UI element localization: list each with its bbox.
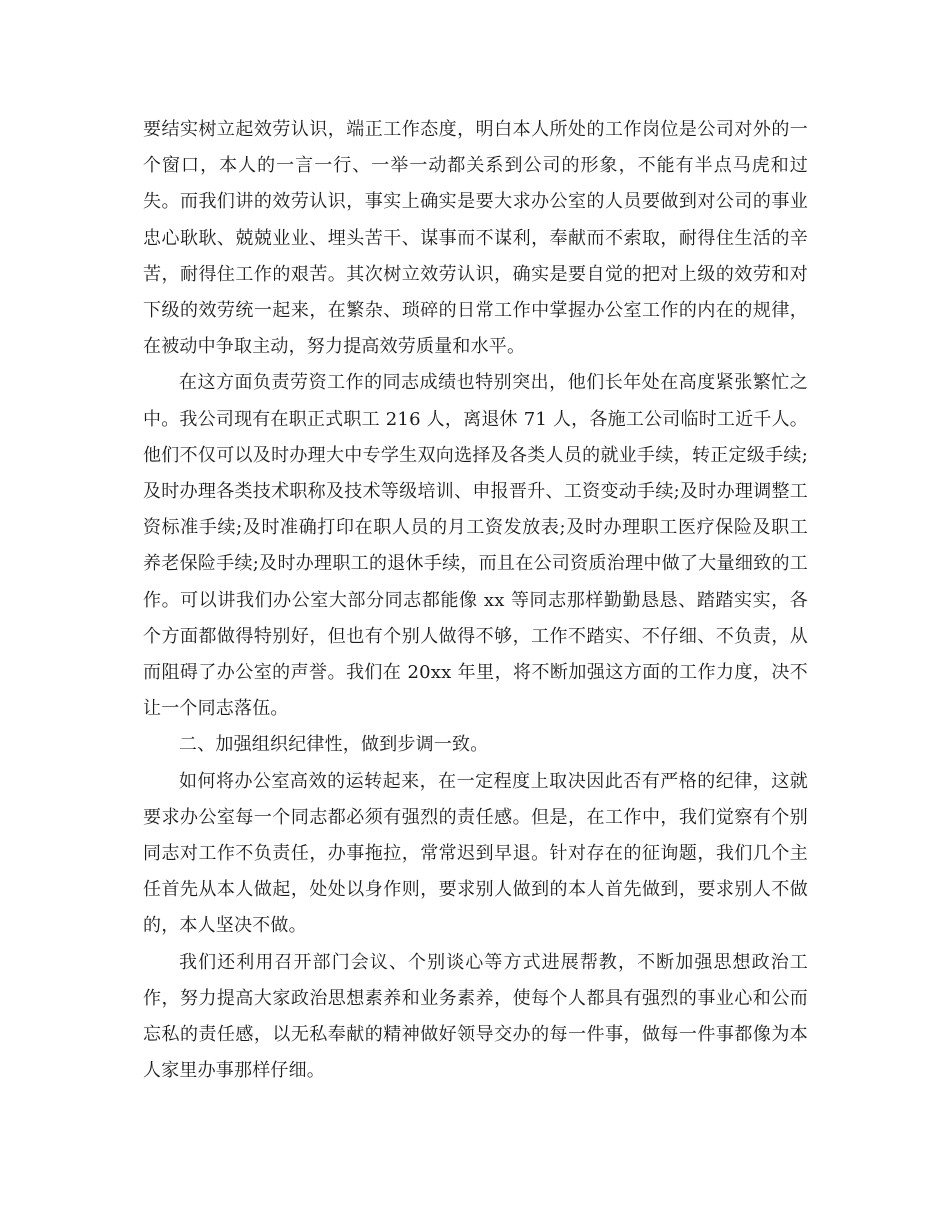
paragraph-office-discipline: 如何将办公室高效的运转起来，在一定程度上取决因此否有严格的纪律，这就要求办公室每一个同志都必须有强烈的责任感。但是，在工作中，我们觉察有个别同志对工作不负责任，办事拖拉，常常迟到早退。针对存在的征询题，我们几个主任首先从本人做起，处处以身作则，要求别人做到的本人首先做到，要求别人不做的，本人坚决不做。 [143, 770, 808, 937]
paragraph-political-work: 我们还利用召开部门会议、个别谈心等方式进展帮教，不断加强思想政治工作，努力提高大家政治思想素养和业务素养，使每个人都具有强烈的事业心和公而忘私的责任感，以无私奉献的精神做好领导交办的每一件事，做每一件事都像为本人家里办事那样仔细。 [143, 951, 808, 1082]
document-body [143, 112, 808, 1089]
paragraph-labor-work: 在这方面负责劳资工作的同志成绩也特别突出，他们长年处在高度紧张繁忙之中。我公司现有在职正式职工 216 人，离退休 71 人，各施工公司临时工近千人。他们不仅可以及时办理大中专学生双向选择及各类人员的就业手续，转正定级手续;及时办理各类技术职称及技术等级培训、申报晋升、工资变动手续;及时办理调整工资标准手续;及时准确打印在职人员的月工资发放表;及时办理职工医疗保险及职工养老保险手续;及时办理职工的退休手续，而且在公司资质治理中做了大量细致的工作。可以讲我们办公室大部分同志都能像 xx 等同志那样勤勤恳恳、踏踏实实，各个方面都做得特别好，但也有个别人做得不够，工作不踏实、不仔细、不负责，从而阻碍了办公室的声誉。我们在 20xx 年里，将不断加强这方面的工作力度，决不让一个同志落伍。 [143, 372, 808, 720]
paragraph-service-awareness: 要结实树立起效劳认识，端正工作态度，明白本人所处的工作岗位是公司对外的一个窗口，本人的一言一行、一举一动都关系到公司的形象，不能有半点马虎和过失。而我们讲的效劳认识，事实上确实是要大求办公室的人员要做到对公司的事业忠心耿耿、兢兢业业、埋头苦干、谋事而不谋利，奉献而不索取，耐得住生活的辛苦，耐得住工作的艰苦。其次树立效劳认识，确实是要自觉的把对上级的效劳和对下级的效劳统一起来，在繁杂、琐碎的日常工作中掌握办公室工作的内在的规律，在被动中争取主动，努力提高效劳质量和水平。 [143, 119, 808, 358]
section-heading-discipline: 二、加强组织纪律性，做到步调一致。 [179, 734, 489, 756]
